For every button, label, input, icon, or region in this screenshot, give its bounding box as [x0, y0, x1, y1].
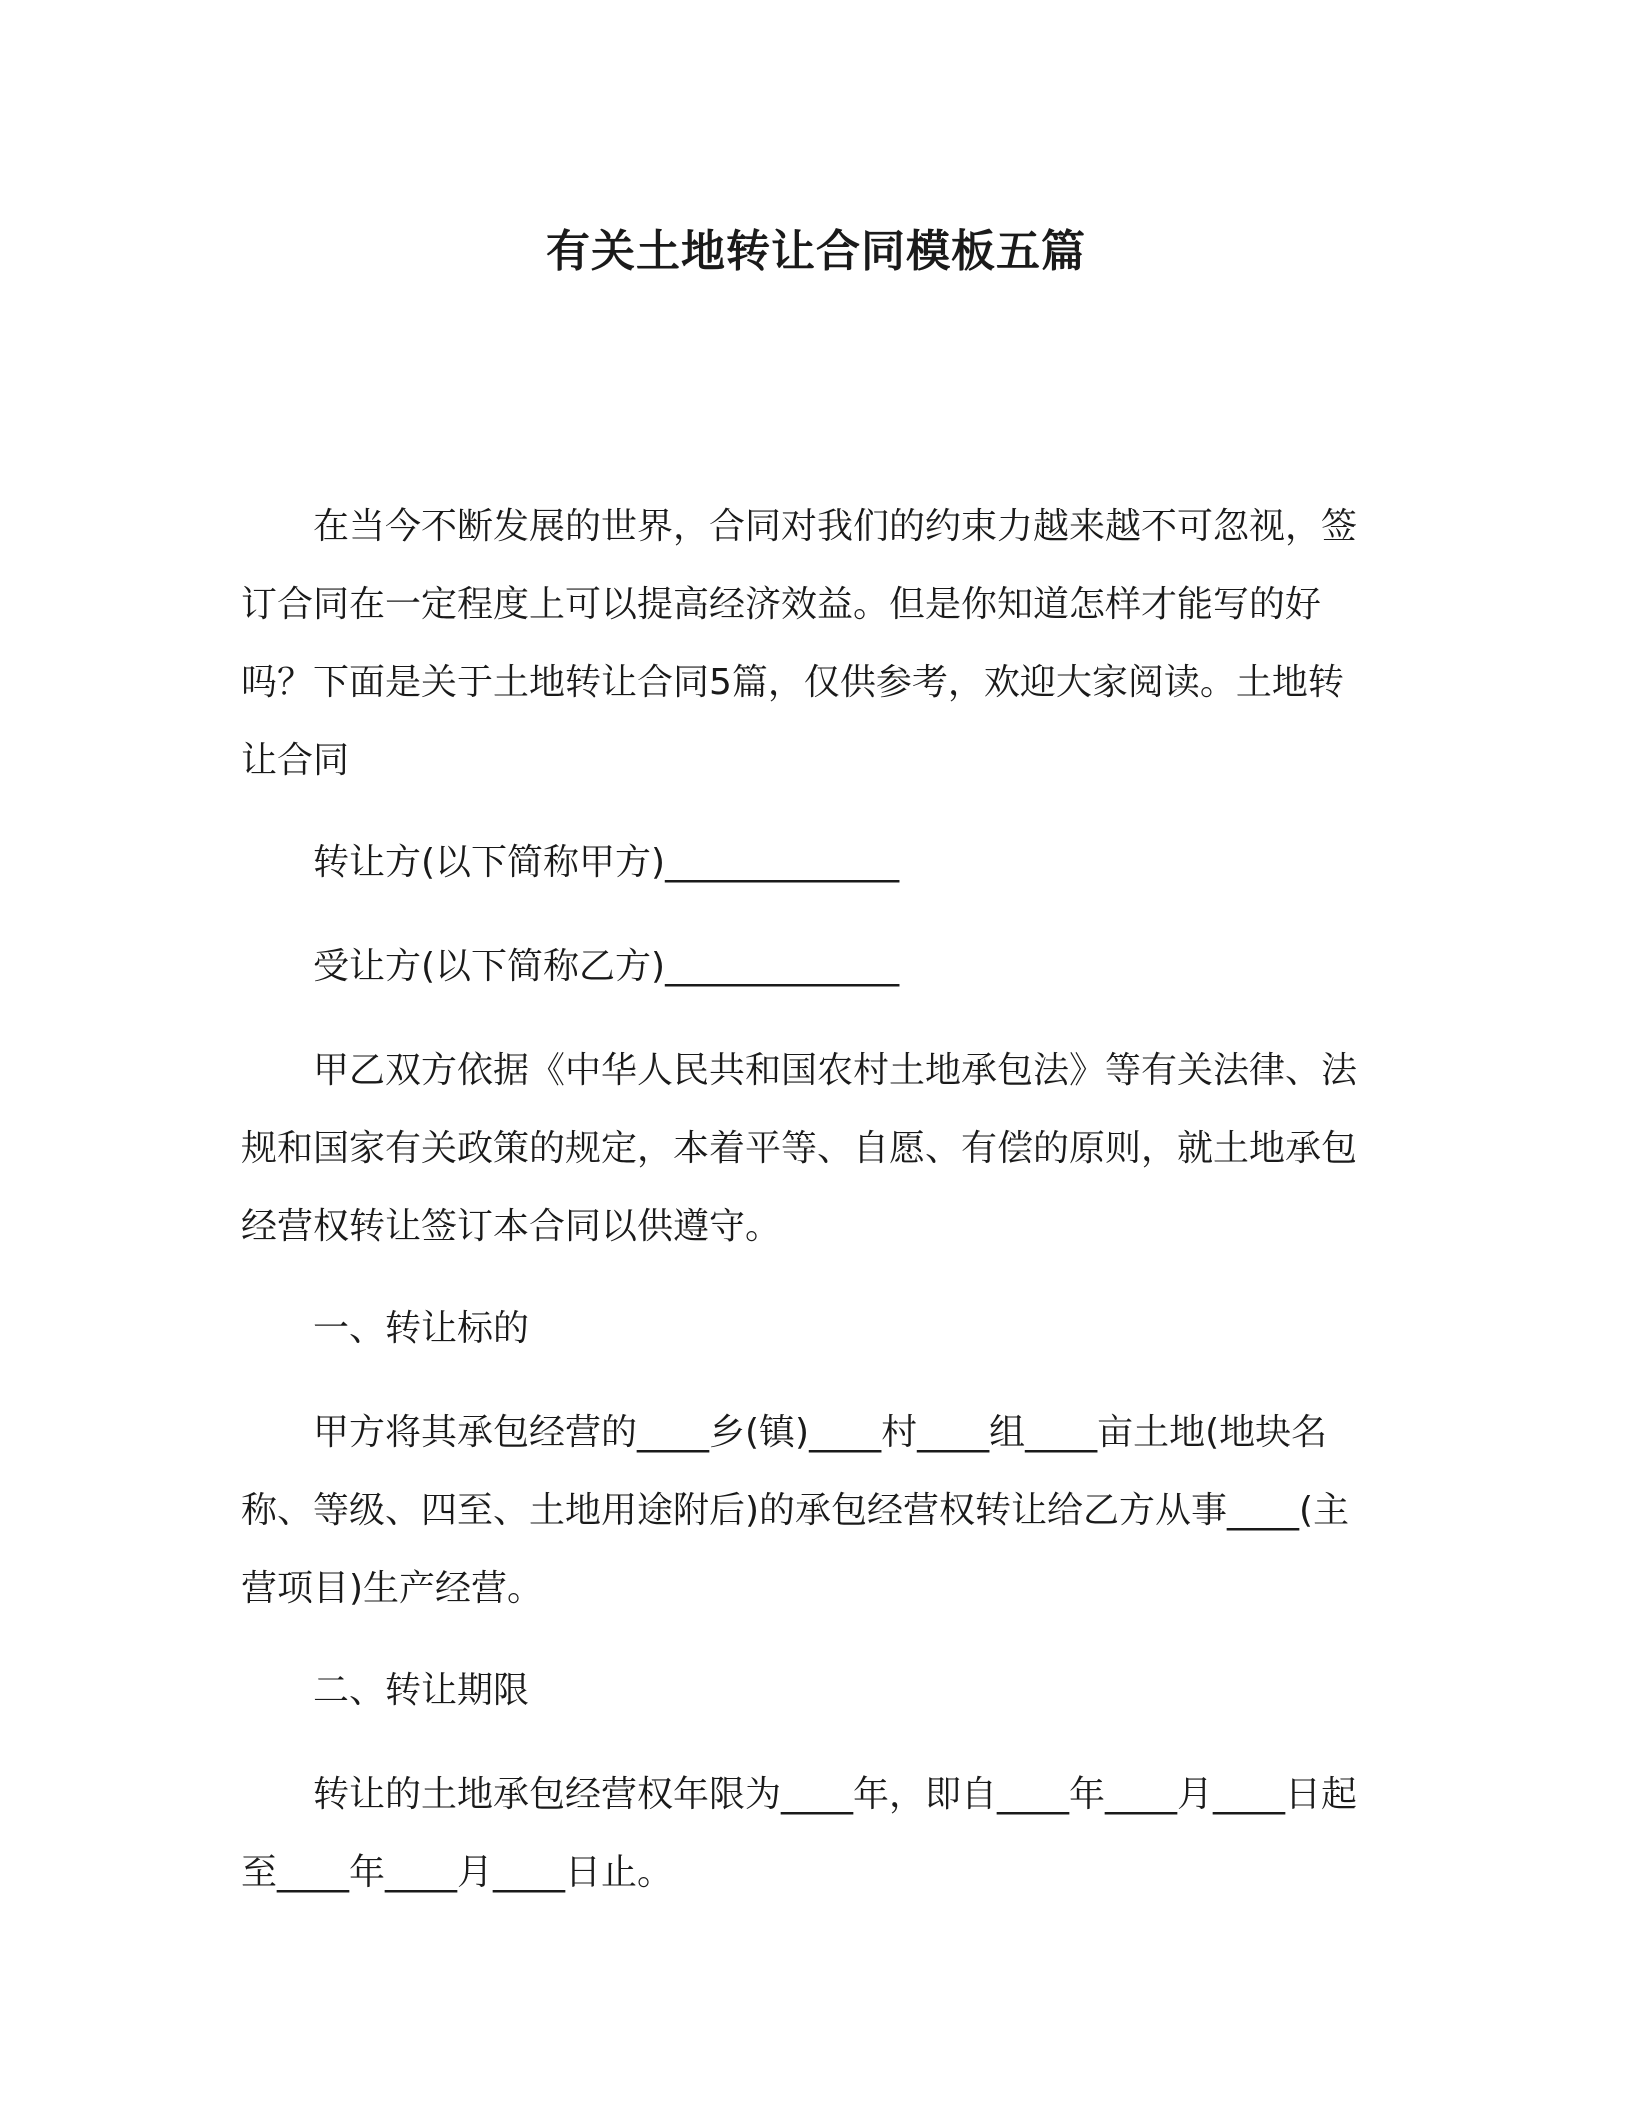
transfer-term-paragraph: 转让的土地承包经营权年限为____年，即自____年____月____日起至____年____月____日止。: [241, 1774, 1358, 1893]
section-heading-1: 一、转让标的: [313, 1308, 530, 1349]
transferor-line: 转让方(以下简称甲方)_____________: [313, 842, 900, 883]
basis-paragraph: 甲乙双方依据《中华人民共和国农村土地承包法》等有关法律、法规和国家有关政策的规定，本着平等、自愿、有偿的原则，就土地承包经营权转让签订本合同以供遵守。: [241, 1050, 1358, 1247]
document-body: [241, 488, 1361, 1936]
intro-paragraph: 在当今不断发展的世界，合同对我们的约束力越来越不可忽视，签订合同在一定程度上可以提高经济效益。但是你知道怎样才能写的好吗？下面是关于土地转让合同5篇，仅供参考，欢迎大家阅读。土地转让合同: [241, 506, 1358, 781]
section-heading-2: 二、转让期限: [313, 1670, 530, 1711]
document-title: 有关土地转让合同模板五篇: [546, 226, 1086, 277]
transfer-subject-paragraph: 甲方将其承包经营的____乡(镇)____村____组____亩土地(地块名称、等级、四至、土地用途附后)的承包经营权转让给乙方从事____(主营项目)生产经营。: [241, 1412, 1350, 1609]
transferee-line: 受让方(以下简称乙方)_____________: [313, 946, 900, 987]
